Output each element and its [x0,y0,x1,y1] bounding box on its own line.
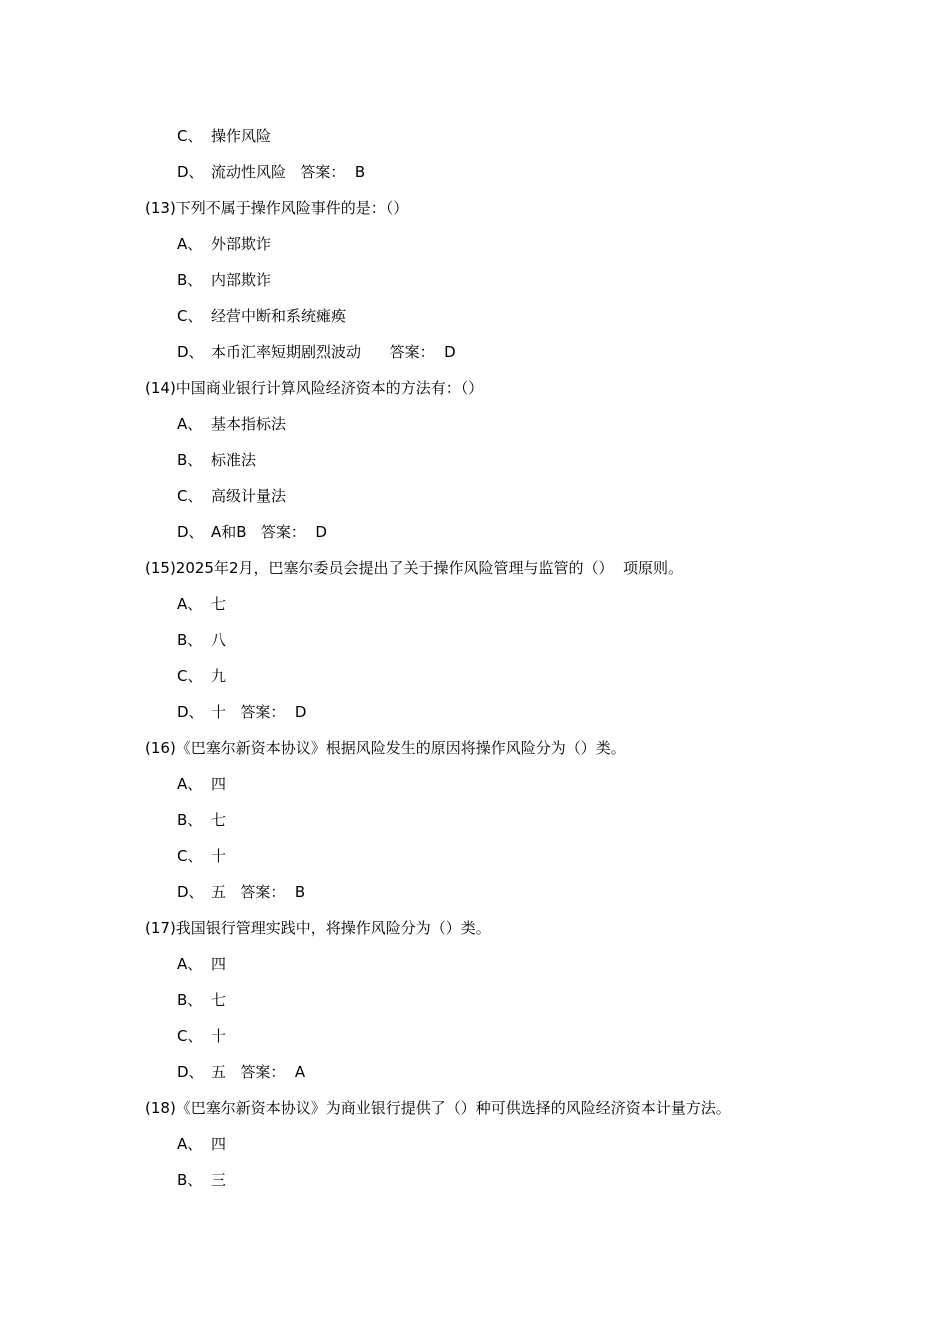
question-stem: (14)中国商业银行计算风险经济资本的方法有：（） [145,379,484,397]
answer-key: 答案： D [226,703,307,721]
answer-option [0,766,950,802]
option-letter: B、 [177,271,203,289]
answer-option [0,658,950,694]
option-letter: C、 [177,667,203,685]
option-letter: A、 [177,955,203,973]
option-letter: D、 [177,163,204,181]
option-text: 流动性风险 [211,163,287,181]
option-text: 基本指标法 [211,415,287,433]
option-text: 高级计量法 [211,487,287,505]
question-stem: (16)《巴塞尔新资本协议》根据风险发生的原因将操作风险分为（）类。 [145,739,626,757]
option-letter: A、 [177,415,203,433]
answer-option [0,514,950,550]
answer-option [0,874,950,910]
option-letter: C、 [177,1027,203,1045]
answer-option [0,838,950,874]
option-text: 操作风险 [211,127,272,145]
option-text: 七 [211,991,227,1009]
answer-key: 答案： D [246,523,327,541]
answer-option [0,802,950,838]
answer-option [0,1054,950,1090]
option-text: 三 [211,1171,227,1189]
answer-option [0,1126,950,1162]
option-letter: C、 [177,127,203,145]
option-text: 外部欺诈 [211,235,272,253]
answer-option [0,694,950,730]
answer-option [0,622,950,658]
option-text: 七 [211,811,227,829]
option-text: 四 [211,775,227,793]
answer-option [0,1018,950,1054]
answer-option [0,586,950,622]
option-text: 内部欺诈 [211,271,272,289]
question-stem: (18)《巴塞尔新资本协议》为商业银行提供了（）种可供选择的风险经济资本计量方法。 [145,1099,731,1117]
option-letter: B、 [177,811,203,829]
option-text: 四 [211,955,227,973]
answer-option [0,442,950,478]
option-text: 十 [211,1027,227,1045]
answer-option [0,478,950,514]
answer-option [0,334,950,370]
option-letter: A、 [177,235,203,253]
answer-key: 答案： B [286,163,366,181]
answer-option [0,298,950,334]
option-letter: D、 [177,523,204,541]
question-stem: (17)我国银行管理实践中，将操作风险分为（）类。 [145,919,491,937]
answer-key: 答案： B [226,883,306,901]
option-text: 十 [211,703,227,721]
answer-option [0,982,950,1018]
option-letter: A、 [177,1135,203,1153]
answer-option [0,262,950,298]
option-letter: A、 [177,595,203,613]
answer-option [0,406,950,442]
answer-key: 答案： D [361,343,456,361]
option-text: 五 [211,883,227,901]
option-text: 九 [211,667,227,685]
question-list [0,118,950,1198]
option-text: A和B [211,523,247,541]
answer-option [0,1162,950,1198]
answer-option [0,154,950,190]
answer-option [0,946,950,982]
option-text: 标准法 [211,451,257,469]
option-letter: C、 [177,307,203,325]
answer-option [0,118,950,154]
option-text: 本币汇率短期剧烈波动 [211,343,362,361]
option-text: 八 [211,631,227,649]
option-text: 七 [211,595,227,613]
option-letter: C、 [177,487,203,505]
question-stem: (13)下列不属于操作风险事件的是：（） [145,199,409,217]
option-letter: D、 [177,1063,204,1081]
option-letter: B、 [177,451,203,469]
option-text: 经营中断和系统瘫痪 [211,307,347,325]
option-letter: B、 [177,1171,203,1189]
answer-key: 答案： A [226,1063,306,1081]
answer-option [0,226,950,262]
option-letter: C、 [177,847,203,865]
option-letter: D、 [177,703,204,721]
option-letter: B、 [177,631,203,649]
option-letter: A、 [177,775,203,793]
option-letter: D、 [177,343,204,361]
option-letter: B、 [177,991,203,1009]
question-stem: (15)2025年2月，巴塞尔委员会提出了关于操作风险管理与监管的（） 项原则。 [145,559,684,577]
option-text: 五 [211,1063,227,1081]
option-letter: D、 [177,883,204,901]
option-text: 四 [211,1135,227,1153]
option-text: 十 [211,847,227,865]
